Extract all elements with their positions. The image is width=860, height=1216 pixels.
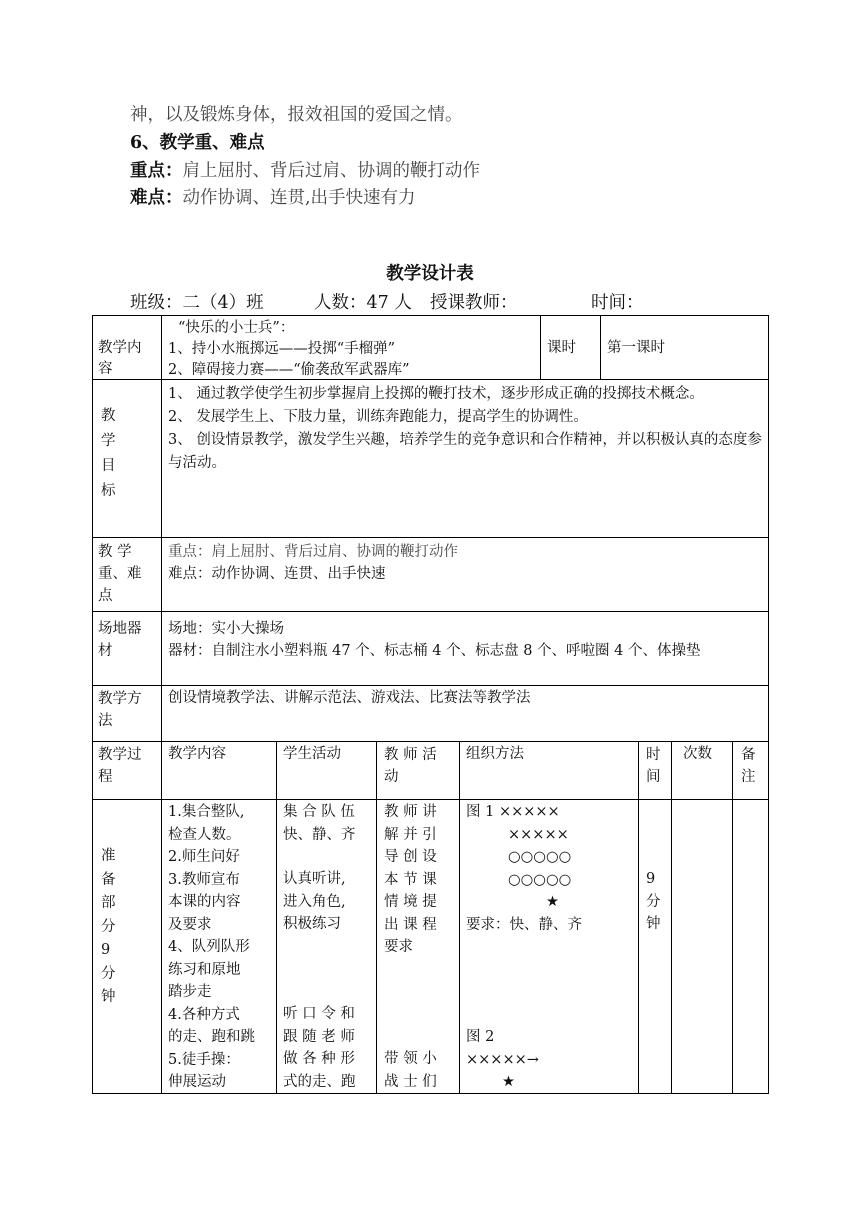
table-title: 教学设计表: [386, 264, 474, 284]
header-time: 时 间: [646, 747, 661, 785]
prep-student-c: 听 口 令 和 跟 随 老 师 做 各 种 形 式的走、跑: [283, 1006, 356, 1090]
header-organize: 组织方法: [466, 746, 524, 762]
time-label: 时间：: [591, 293, 644, 313]
content-row-lines: “快乐的小士兵”： 1、持小水瓶掷远——投掷“手榴弹” 2、障碍接力赛——“偷袭敌军武器库”: [168, 320, 410, 378]
formation-row: ×××××→: [466, 1051, 539, 1068]
formation-row: ×××××: [508, 826, 569, 843]
formation-figure-1: [466, 801, 582, 936]
formation-row: ×××××: [498, 804, 560, 820]
figure-1-label: 图 1: [466, 804, 495, 820]
header-content: 教学内容: [168, 746, 226, 762]
prep-student-b: 认真听讲, 进入角色, 积极练习: [283, 871, 346, 932]
venue-row-text: [168, 618, 764, 662]
key-row-text: [168, 541, 458, 585]
equipment: 器材：自制注水小塑料瓶 47 个、标志桶 4 个、标志盘 8 个、呼啦圈 4 个、体操垫: [168, 643, 701, 659]
prep-row-label: 准 备 部 分 9 分 钟: [101, 848, 116, 1005]
goals-list: [168, 383, 762, 475]
header-note: 备 注: [741, 747, 756, 785]
focus-paragraph: [130, 159, 480, 183]
goal-item: 2、 发展学生上、下肢力量，训练奔跑能力，提高学生的协调性。: [168, 409, 588, 425]
header-teacher: 教 师 活 动: [384, 747, 437, 785]
focus-text: 肩上屈肘、背后过肩、协调的鞭打动作: [182, 161, 480, 181]
intro-line: 神，以及锻炼身体，报效祖国的爱国之情。: [130, 105, 463, 125]
header-process: 教学过 程: [98, 747, 142, 785]
prep-content: 1.集合整队, 检查人数。 2.师生问好 3.教师宣布 本课的内容 及要求 4、队列队形 练习和原地 踏步走 4.各种方式 的走、跑和跳 5.徒手操： 伸展运动: [168, 804, 255, 1090]
difficulty-text: 动作协调、连贯,出手快速有力: [182, 188, 416, 208]
prep-time: 9 分 钟: [646, 871, 661, 932]
header-student: 学生活动: [283, 746, 341, 762]
teacher-star-icon: ★: [546, 894, 559, 910]
period-value: 第一课时: [607, 340, 665, 356]
section-heading: 6、教学重、难点: [130, 133, 265, 153]
requirement-text: 要求：快、静、齐: [466, 916, 582, 933]
prep-student-a: 集 合 队 伍 快、静、齐: [283, 804, 356, 843]
formation-row: ○○○○○: [508, 849, 572, 865]
prep-teacher-a: 教 师 讲 解 并 引 导 创 设 本 节 课 情 境 提 出 课 程 要求: [384, 804, 437, 955]
venue-row-label: 场地器 材: [98, 621, 142, 659]
goal-item: 3、 创设情景教学，激发学生兴趣，培养学生的竞争意识和合作精神，并以积极认真的态度参与活动。: [168, 432, 762, 471]
teacher-star-icon: ★: [502, 1074, 515, 1090]
figure-2-label: 图 2: [466, 1029, 495, 1045]
goals-row-label: 教 学 目 标: [101, 408, 116, 499]
venue: 场地：实小大操场: [168, 621, 284, 637]
method-row-label: 教学方 法: [98, 691, 142, 729]
formation-row: ○○○○○: [508, 871, 572, 888]
formation-figure-2: [466, 1026, 539, 1094]
period-label: 课时: [547, 340, 576, 356]
count-label: 人数：47 人: [314, 293, 412, 313]
class-label: 班级：二（4）班: [130, 293, 264, 313]
difficulty-paragraph: [130, 186, 416, 210]
focus-label: 重点：: [130, 161, 183, 181]
key-row-label: 教 学 重、难 点: [98, 544, 142, 604]
goal-item: 1、 通过教学使学生初步掌握肩上投掷的鞭打技术，逐步形成正确的投掷技术概念。: [168, 386, 704, 402]
difficulty-label: 难点：: [130, 188, 183, 208]
prep-teacher-b: 带 领 小 战 士 们: [384, 1051, 437, 1090]
method-text: 创设情境教学法、讲解示范法、游戏法、比赛法等教学法: [168, 690, 531, 706]
key-focus: 重点：肩上屈肘、背后过肩、协调的鞭打动作: [168, 544, 458, 560]
header-times: 次数: [683, 746, 712, 762]
content-row-label: 教学内 容: [98, 340, 142, 377]
teacher-label: 授课教师：: [430, 293, 518, 313]
key-difficulty: 难点：动作协调、连贯、出手快速: [168, 566, 386, 582]
